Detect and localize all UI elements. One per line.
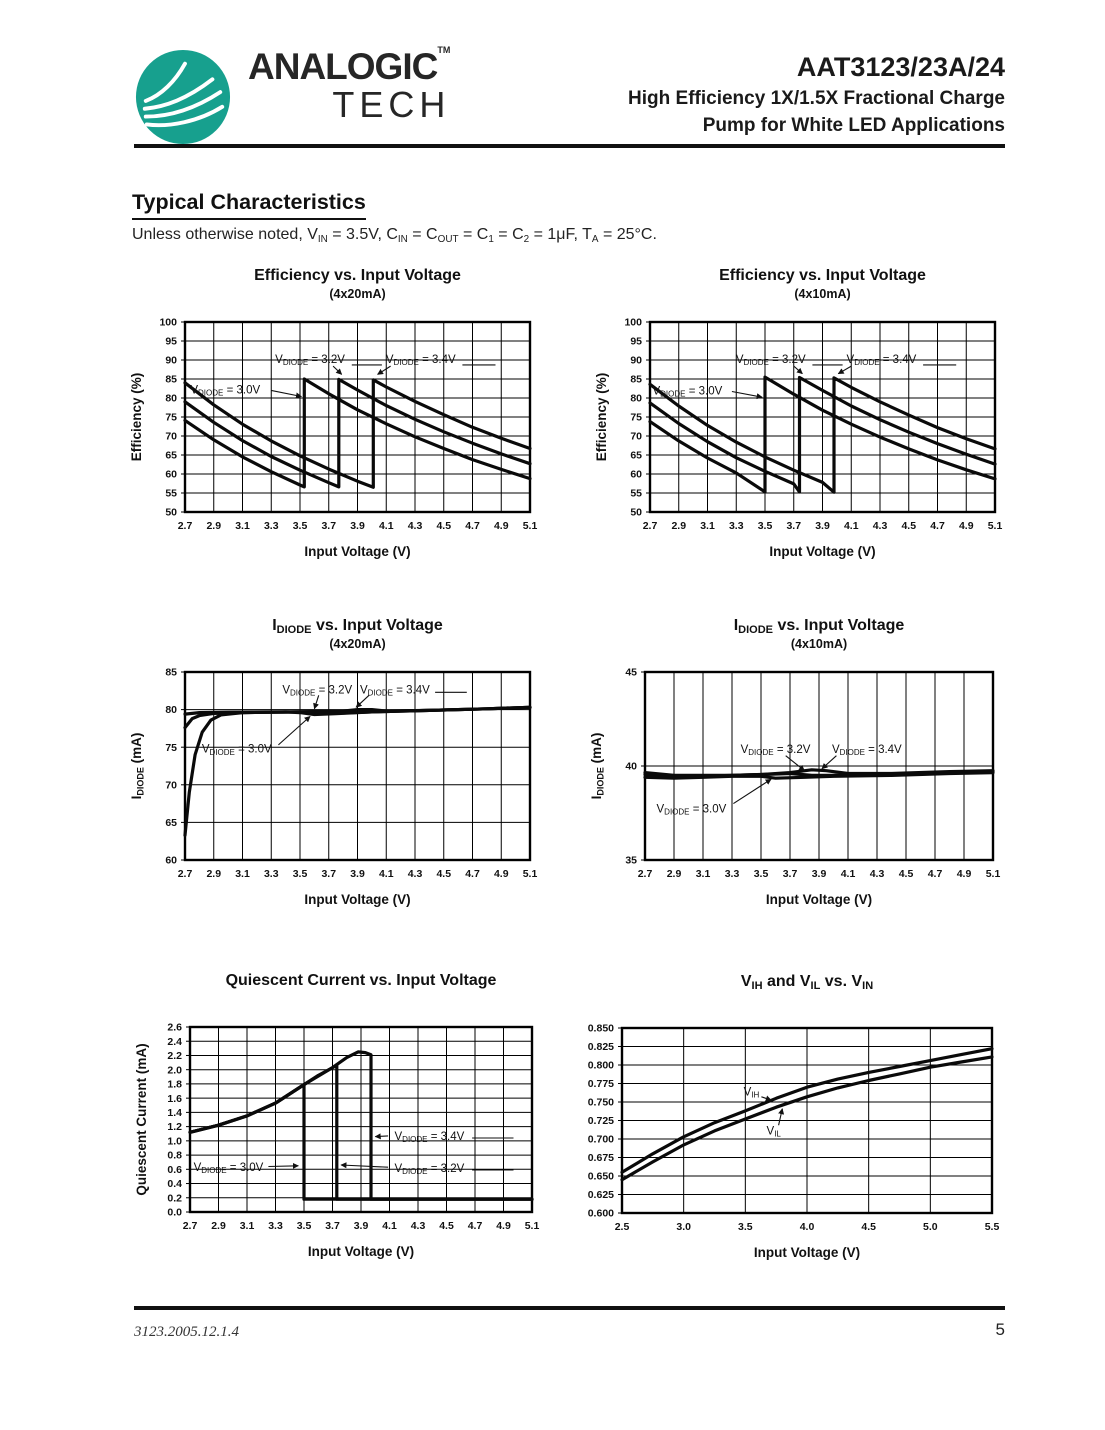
svg-text:4.7: 4.7 xyxy=(930,520,945,532)
svg-text:0.6: 0.6 xyxy=(167,1163,182,1176)
svg-text:85: 85 xyxy=(630,373,642,386)
svg-text:4.1: 4.1 xyxy=(378,868,394,880)
chart-efficiency-4x10ma-svg xyxy=(586,260,1011,570)
svg-text:4.7: 4.7 xyxy=(465,520,480,532)
plot-border xyxy=(645,672,993,860)
svg-text:75: 75 xyxy=(165,411,177,424)
chart-title: Quiescent Current vs. Input Voltage xyxy=(225,972,497,989)
svg-text:50: 50 xyxy=(630,506,642,519)
annotation-leader xyxy=(822,756,837,769)
svg-text:5.0: 5.0 xyxy=(923,1221,938,1233)
svg-text:75: 75 xyxy=(630,411,642,424)
grid-lines xyxy=(645,672,993,860)
svg-text:3.7: 3.7 xyxy=(782,868,798,880)
x-axis-title: Input Voltage (V) xyxy=(765,892,873,907)
chart-subtitle: (4x10mA) xyxy=(794,287,851,301)
svg-text:1.2: 1.2 xyxy=(167,1121,182,1134)
trademark-mark: TM xyxy=(437,45,451,55)
svg-text:3.5: 3.5 xyxy=(757,520,773,532)
annotation-leader xyxy=(732,392,762,398)
svg-text:70: 70 xyxy=(165,430,177,443)
chart-efficiency-4x10ma xyxy=(586,260,1011,570)
chart-idiode-4x10ma xyxy=(581,610,1009,918)
svg-text:2.7: 2.7 xyxy=(637,868,653,880)
brand-name xyxy=(248,45,451,87)
annotation-label: VDIODE = 3.2V xyxy=(282,684,353,698)
chart-efficiency-4x20ma-svg xyxy=(121,260,546,570)
x-axis-title: Input Voltage (V) xyxy=(753,1245,861,1260)
analogictech-logo-icon xyxy=(134,48,232,146)
series-VDIODE-3.0V xyxy=(185,707,530,714)
y-axis-title: IDIODE (mA) xyxy=(589,732,606,800)
svg-text:80: 80 xyxy=(165,392,177,405)
annotation-label: VDIODE = 3.0V xyxy=(190,384,261,398)
svg-text:4.7: 4.7 xyxy=(467,1220,483,1232)
svg-text:3.1: 3.1 xyxy=(700,520,715,532)
svg-text:0.4: 0.4 xyxy=(167,1178,182,1191)
svg-text:0.600: 0.600 xyxy=(587,1207,614,1220)
svg-text:5.5: 5.5 xyxy=(984,1221,1000,1233)
svg-text:4.9: 4.9 xyxy=(493,868,509,880)
series-VDIODE-3.4V xyxy=(185,707,530,835)
annotation-label: VIH xyxy=(743,1086,760,1100)
svg-text:3.9: 3.9 xyxy=(350,520,365,532)
tick-labels xyxy=(588,1023,1000,1233)
svg-text:4.5: 4.5 xyxy=(861,1221,876,1233)
svg-text:0.800: 0.800 xyxy=(587,1059,614,1072)
page-number: 5 xyxy=(995,1320,1005,1339)
annotation-label: VDIODE = 3.2V xyxy=(394,1162,465,1176)
svg-text:75: 75 xyxy=(165,741,177,754)
svg-text:65: 65 xyxy=(165,817,177,829)
svg-text:85: 85 xyxy=(165,373,177,386)
annotation-leader xyxy=(356,695,369,707)
svg-text:85: 85 xyxy=(165,666,177,679)
svg-text:0.675: 0.675 xyxy=(587,1152,614,1165)
svg-text:100: 100 xyxy=(624,316,642,329)
y-axis-title: Efficiency (%) xyxy=(594,372,609,462)
x-axis-title: Input Voltage (V) xyxy=(307,1244,415,1259)
x-axis-title: Input Voltage (V) xyxy=(304,892,411,907)
chart-idiode-4x20ma xyxy=(121,610,546,918)
svg-text:2.9: 2.9 xyxy=(666,868,682,880)
chart-subtitle: (4x10mA) xyxy=(790,637,848,651)
svg-text:3.9: 3.9 xyxy=(811,868,827,880)
svg-text:3.9: 3.9 xyxy=(353,1220,369,1232)
svg-text:0.750: 0.750 xyxy=(587,1096,614,1109)
grid-lines xyxy=(622,1028,992,1213)
svg-text:3.1: 3.1 xyxy=(695,868,711,880)
brand-analogic: ANALOGIC xyxy=(248,46,438,87)
svg-text:4.5: 4.5 xyxy=(436,868,452,880)
chart-title: Efficiency vs. Input Voltage xyxy=(719,267,926,284)
annotation-label: VDIODE = 3.4V xyxy=(359,684,430,698)
svg-text:4.9: 4.9 xyxy=(956,868,972,880)
footer-rule xyxy=(134,1306,1005,1310)
svg-text:0.0: 0.0 xyxy=(167,1206,182,1219)
svg-text:2.7: 2.7 xyxy=(177,520,193,532)
svg-text:3.3: 3.3 xyxy=(724,868,740,880)
plot-border xyxy=(185,322,530,512)
svg-text:3.3: 3.3 xyxy=(268,1220,283,1232)
svg-text:90: 90 xyxy=(630,354,642,367)
grid-lines xyxy=(190,1027,532,1212)
svg-text:1.6: 1.6 xyxy=(167,1092,182,1105)
series-VDIODE-3.4V xyxy=(645,770,993,776)
svg-text:90: 90 xyxy=(165,354,177,367)
svg-text:4.1: 4.1 xyxy=(382,1220,397,1232)
svg-text:5.1: 5.1 xyxy=(987,520,1003,532)
svg-text:2.7: 2.7 xyxy=(642,520,658,532)
series-VDIODE-3.4V xyxy=(185,380,530,488)
svg-text:0.8: 0.8 xyxy=(167,1149,182,1162)
svg-text:0.650: 0.650 xyxy=(587,1170,614,1183)
series-VDIODE-3.4V xyxy=(650,378,995,492)
chart-quiescent-current-svg xyxy=(126,965,548,1270)
svg-text:1.4: 1.4 xyxy=(167,1106,182,1119)
svg-text:4.5: 4.5 xyxy=(439,1220,454,1232)
svg-text:4.5: 4.5 xyxy=(898,868,914,880)
series-VIH xyxy=(622,1049,992,1173)
annotation-leader xyxy=(333,366,342,374)
svg-text:3.5: 3.5 xyxy=(753,868,769,880)
svg-text:2.9: 2.9 xyxy=(671,520,687,532)
svg-text:2.5: 2.5 xyxy=(614,1221,630,1233)
svg-text:4.3: 4.3 xyxy=(869,868,885,880)
annotation-label: VDIODE = 3.2V xyxy=(740,744,811,758)
header-title-block xyxy=(628,52,1005,137)
svg-text:80: 80 xyxy=(630,392,642,405)
section-heading: Typical Characteristics xyxy=(132,190,366,220)
annotation-leader xyxy=(733,779,771,803)
svg-text:3.9: 3.9 xyxy=(350,868,365,880)
y-axis-title: IDIODE (mA) xyxy=(129,732,146,800)
svg-text:3.3: 3.3 xyxy=(263,520,279,532)
svg-text:4.3: 4.3 xyxy=(407,520,423,532)
document-title-line1: High Efficiency 1X/1.5X Fractional Charge xyxy=(628,88,1005,109)
annotation-leader xyxy=(794,366,803,374)
svg-text:2.4: 2.4 xyxy=(167,1035,182,1048)
chart-efficiency-4x20ma xyxy=(121,260,546,570)
chart-title: IDIODE vs. Input Voltage xyxy=(733,617,905,636)
annotation-label: VDIODE = 3.2V xyxy=(735,353,806,367)
svg-text:4.3: 4.3 xyxy=(872,520,888,532)
series-VDIODE-3.4V xyxy=(190,1052,532,1199)
svg-text:3.7: 3.7 xyxy=(321,520,337,532)
annotation-leader xyxy=(761,1097,771,1100)
chart-title: VIH and VIL vs. VIN xyxy=(740,973,874,992)
svg-text:65: 65 xyxy=(630,449,642,462)
series-VDIODE-3.0V xyxy=(650,377,995,492)
series-VDIODE-3.2V xyxy=(185,707,530,727)
svg-text:5.1: 5.1 xyxy=(524,1220,540,1232)
tick-labels xyxy=(624,317,1002,532)
tick-labels xyxy=(625,667,1000,880)
svg-text:2.9: 2.9 xyxy=(206,520,222,532)
grid-lines xyxy=(185,672,530,860)
annotation-label: VDIODE = 3.0V xyxy=(652,385,723,399)
svg-text:0.700: 0.700 xyxy=(587,1133,614,1146)
annotation-label: VDIODE = 3.4V xyxy=(846,353,917,367)
document-id: 3123.2005.12.1.4 xyxy=(134,1324,239,1340)
svg-text:4.0: 4.0 xyxy=(799,1221,815,1233)
svg-text:0.2: 0.2 xyxy=(167,1192,182,1205)
svg-text:100: 100 xyxy=(159,316,177,329)
y-axis-title: Efficiency (%) xyxy=(129,372,144,462)
document-title-line2: Pump for White LED Applications xyxy=(702,115,1005,136)
svg-text:3.7: 3.7 xyxy=(321,868,337,880)
svg-text:2.0: 2.0 xyxy=(167,1064,182,1077)
svg-text:4.5: 4.5 xyxy=(901,520,917,532)
svg-text:45: 45 xyxy=(625,666,637,679)
tick-labels xyxy=(159,317,537,532)
svg-text:4.9: 4.9 xyxy=(958,520,974,532)
chart-quiescent-current xyxy=(126,965,548,1270)
chart-idiode-4x10ma-svg xyxy=(581,610,1009,918)
svg-text:3.0: 3.0 xyxy=(676,1221,691,1233)
annotation-label: VDIODE = 3.2V xyxy=(275,353,345,367)
svg-text:3.1: 3.1 xyxy=(235,520,250,532)
series-VDIODE-3.0V xyxy=(185,379,530,487)
svg-text:70: 70 xyxy=(630,430,642,443)
chart-vih-vil xyxy=(558,966,1008,1271)
svg-text:0.825: 0.825 xyxy=(587,1041,614,1054)
svg-text:5.1: 5.1 xyxy=(985,868,1001,880)
chart-subtitle: (4x20mA) xyxy=(329,637,386,651)
annotation-leader xyxy=(271,390,301,396)
annotation-leader xyxy=(786,756,805,771)
plot-border xyxy=(650,322,995,512)
annotation-label: VDIODE = 3.0V xyxy=(193,1162,264,1176)
annotation-leader xyxy=(779,1109,783,1126)
annotation-label: VDIODE = 3.0V xyxy=(656,803,727,817)
svg-text:1.0: 1.0 xyxy=(167,1135,182,1148)
svg-text:50: 50 xyxy=(165,506,177,519)
svg-text:3.7: 3.7 xyxy=(786,520,802,532)
chart-vih-vil-svg xyxy=(558,966,1008,1271)
svg-text:70: 70 xyxy=(165,779,177,792)
series-VDIODE-3.0V xyxy=(190,1085,532,1200)
svg-text:4.7: 4.7 xyxy=(927,868,943,880)
chart-title: IDIODE vs. Input Voltage xyxy=(272,617,443,636)
svg-text:0.625: 0.625 xyxy=(587,1189,614,1202)
svg-text:95: 95 xyxy=(165,335,177,348)
chart-subtitle: (4x20mA) xyxy=(329,287,386,301)
annotation-leader xyxy=(268,1166,298,1167)
svg-text:40: 40 xyxy=(625,760,637,773)
plot-border xyxy=(622,1028,992,1213)
grid-lines xyxy=(650,322,995,512)
svg-text:0.775: 0.775 xyxy=(587,1078,614,1091)
annotation-label: VIL xyxy=(766,1125,781,1139)
brand-text xyxy=(248,45,451,125)
svg-text:5.1: 5.1 xyxy=(522,520,538,532)
svg-text:3.5: 3.5 xyxy=(296,1220,312,1232)
svg-text:80: 80 xyxy=(165,704,177,717)
y-axis-title: Quiescent Current (mA) xyxy=(134,1043,149,1196)
header-rule xyxy=(134,144,1005,148)
annotation-leader xyxy=(278,716,310,745)
series-VDIODE-3.0V xyxy=(645,773,993,779)
svg-text:65: 65 xyxy=(165,449,177,462)
svg-text:1.8: 1.8 xyxy=(167,1078,182,1091)
svg-text:60: 60 xyxy=(630,468,642,481)
svg-text:4.7: 4.7 xyxy=(465,868,480,880)
svg-text:5.1: 5.1 xyxy=(522,868,538,880)
svg-text:4.3: 4.3 xyxy=(407,868,423,880)
series-VIL xyxy=(622,1057,992,1180)
x-axis-title: Input Voltage (V) xyxy=(304,544,411,559)
part-number: AAT3123/23A/24 xyxy=(796,52,1005,82)
svg-text:3.5: 3.5 xyxy=(292,520,308,532)
annotation-label: VDIODE = 3.4V xyxy=(831,744,902,758)
x-axis-title: Input Voltage (V) xyxy=(769,544,876,559)
brand-tech: TECH xyxy=(332,84,451,125)
svg-text:3.9: 3.9 xyxy=(815,520,830,532)
annotation-leader xyxy=(341,1165,388,1167)
annotation-leader xyxy=(314,695,318,709)
series-VDIODE-3.2V xyxy=(650,378,995,492)
test-conditions: Unless otherwise noted, $V_{IN} = 3.5V$, $C_{IN} = C_{OUT} = C_1 = C_2 = 1\mu F$, $T_A = 25^\circ C$. xyxy=(132,226,657,245)
svg-text:60: 60 xyxy=(165,468,177,481)
svg-text:0.725: 0.725 xyxy=(587,1115,614,1128)
svg-text:2.6: 2.6 xyxy=(167,1021,182,1034)
svg-text:3.7: 3.7 xyxy=(325,1220,340,1232)
svg-text:3.3: 3.3 xyxy=(263,868,279,880)
tick-labels xyxy=(167,1022,539,1232)
tick-labels xyxy=(165,667,537,880)
svg-text:95: 95 xyxy=(630,335,642,348)
svg-text:2.2: 2.2 xyxy=(167,1050,182,1063)
series-VDIODE-3.2V xyxy=(185,379,530,487)
series-VDIODE-3.2V xyxy=(645,772,993,777)
annotation-leader xyxy=(838,366,851,374)
svg-text:55: 55 xyxy=(630,487,642,500)
svg-text:2.7: 2.7 xyxy=(177,868,193,880)
svg-text:2.7: 2.7 xyxy=(182,1220,198,1232)
svg-text:35: 35 xyxy=(625,854,637,867)
svg-text:4.1: 4.1 xyxy=(840,868,856,880)
svg-text:4.5: 4.5 xyxy=(436,520,452,532)
header-brand xyxy=(134,45,451,146)
chart-title: Efficiency vs. Input Voltage xyxy=(254,267,461,284)
svg-text:2.9: 2.9 xyxy=(211,1220,226,1232)
grid-lines xyxy=(185,322,530,512)
svg-text:4.1: 4.1 xyxy=(843,520,859,532)
svg-text:3.1: 3.1 xyxy=(235,868,250,880)
svg-text:0.850: 0.850 xyxy=(587,1022,614,1035)
annotation-label: VDIODE = 3.4V xyxy=(394,1130,465,1144)
svg-text:4.3: 4.3 xyxy=(410,1220,426,1232)
svg-text:4.1: 4.1 xyxy=(378,520,394,532)
svg-text:3.5: 3.5 xyxy=(738,1221,753,1233)
plot-border xyxy=(185,672,530,860)
svg-text:4.9: 4.9 xyxy=(496,1220,511,1232)
svg-text:60: 60 xyxy=(165,854,177,867)
svg-text:3.3: 3.3 xyxy=(728,520,744,532)
svg-text:4.9: 4.9 xyxy=(493,520,509,532)
annotation-leader xyxy=(378,366,391,374)
svg-text:3.5: 3.5 xyxy=(292,868,308,880)
svg-text:55: 55 xyxy=(165,487,177,500)
svg-text:2.9: 2.9 xyxy=(206,868,222,880)
plot-border xyxy=(190,1027,532,1212)
series-VDIODE-3.2V xyxy=(190,1065,532,1199)
annotation-leader xyxy=(375,1136,388,1137)
annotation-label: VDIODE = 3.4V xyxy=(385,353,456,367)
annotation-label: VDIODE = 3.0V xyxy=(201,743,272,757)
svg-text:3.1: 3.1 xyxy=(239,1220,255,1232)
chart-idiode-4x20ma-svg xyxy=(121,610,546,918)
